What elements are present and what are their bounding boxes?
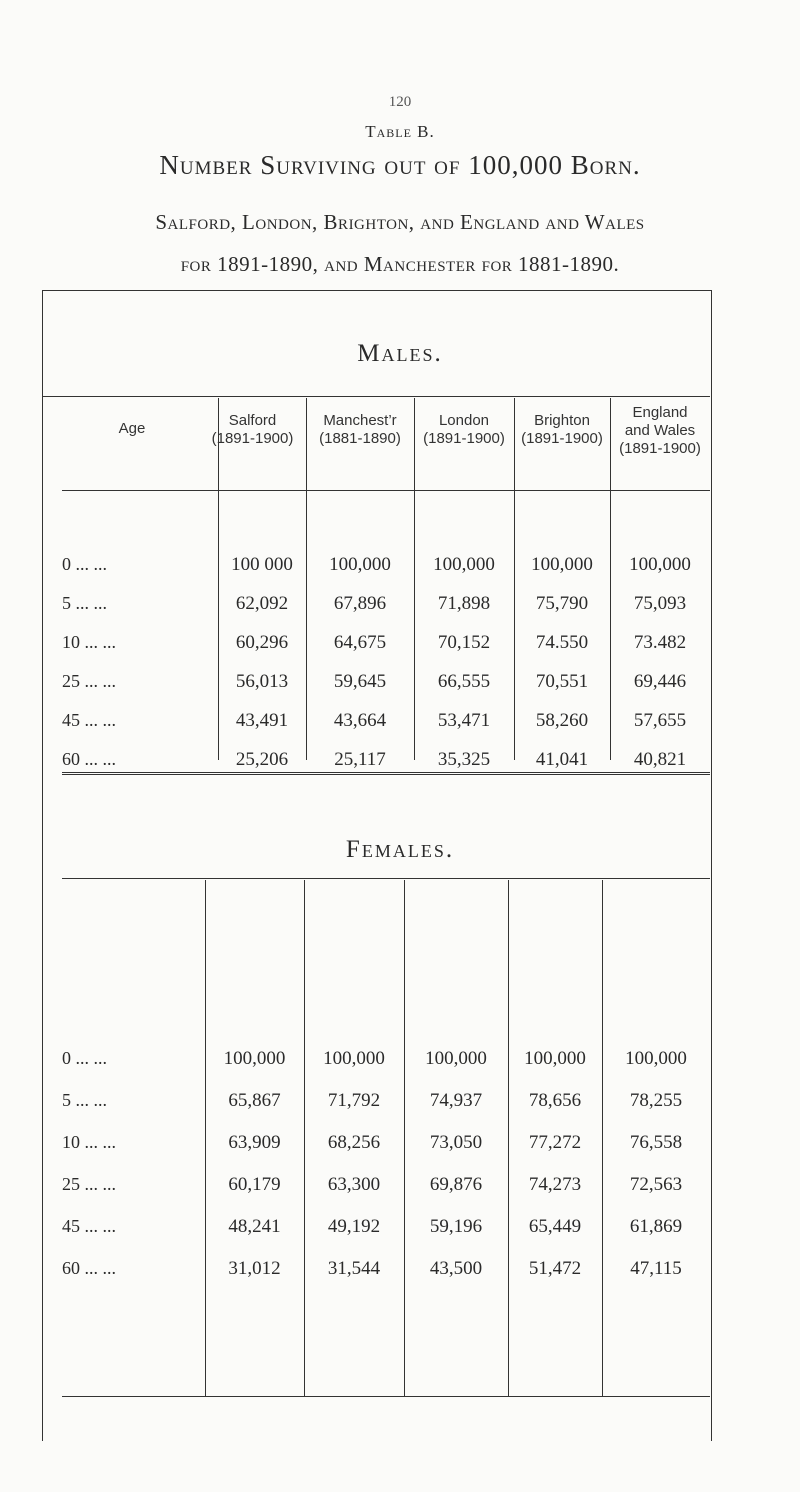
females-age-label: 10 ... ... — [62, 1132, 116, 1152]
males-table-cell: 69,446 — [633, 671, 687, 692]
males-age-label: 45 ... ... — [62, 710, 116, 730]
males-table-cell: 67,896 — [333, 593, 387, 614]
females-table-cell: 59,196 — [429, 1216, 483, 1237]
males-table-cell: 100,000 — [531, 554, 593, 575]
table-title: Number Surviving out of 100,000 Born. — [159, 150, 641, 180]
header-england-name-2: and Wales — [624, 422, 696, 439]
header-manchester — [306, 412, 414, 448]
header-brighton — [514, 412, 610, 448]
males-col-rule-2 — [306, 398, 307, 760]
females-table-cell: 31,012 — [228, 1258, 281, 1279]
males-age-label: 5 ... ... — [62, 593, 107, 613]
header-brighton-years: (1891-1900) — [521, 430, 603, 447]
females-section-title: Females. — [345, 836, 455, 863]
males-age-label: 60 ... ... — [62, 749, 116, 769]
males-table-cell: 58,260 — [535, 710, 589, 731]
header-bottom-rule — [62, 490, 710, 491]
males-table-cell: 25,206 — [235, 749, 289, 770]
males-table-cell: 100,000 — [433, 554, 495, 575]
females-bottom-rule — [62, 1396, 710, 1397]
males-table-cell: 70,551 — [535, 671, 589, 692]
males-table-cell: 60,296 — [235, 632, 289, 653]
females-age-label: 25 ... ... — [62, 1174, 116, 1194]
females-table-cell: 61,869 — [629, 1216, 683, 1237]
males-table-cell: 57,655 — [633, 710, 687, 731]
males-table-cell: 62,092 — [235, 593, 289, 614]
males-age-label: 25 ... ... — [62, 671, 116, 691]
females-table-cell: 73,050 — [429, 1132, 483, 1153]
females-age-label: 60 ... ... — [62, 1258, 116, 1278]
males-table-cell: 40,821 — [633, 749, 687, 770]
females-table-cell: 77,272 — [528, 1132, 582, 1153]
males-table-cell: 100,000 — [329, 554, 391, 575]
females-table-cell: 78,255 — [629, 1090, 683, 1111]
males-table-cell: 75,790 — [535, 593, 589, 614]
females-age-label: 45 ... ... — [62, 1216, 116, 1236]
females-table-cell: 69,876 — [429, 1174, 483, 1195]
males-table-cell: 73.482 — [633, 632, 687, 653]
females-table-cell: 31,544 — [327, 1258, 381, 1279]
females-table-cell: 74,937 — [429, 1090, 483, 1111]
females-table-cell: 63,909 — [228, 1132, 281, 1153]
females-table-cell: 100,000 — [625, 1048, 687, 1069]
header-manchester-name: Manchest’r — [323, 412, 397, 429]
males-table-cell: 64,675 — [333, 632, 387, 653]
females-age-label: 0 ... ... — [62, 1048, 107, 1068]
females-table-cell: 78,656 — [528, 1090, 582, 1111]
header-brighton-name: Brighton — [534, 412, 590, 429]
males-col-rule-1 — [218, 398, 219, 760]
header-london-years: (1891-1900) — [423, 430, 505, 447]
header-salford-years: (1891-1900) — [211, 430, 294, 447]
header-salford-name: Salford — [228, 412, 277, 429]
males-age-label: 10 ... ... — [62, 632, 116, 652]
females-table-cell: 48,241 — [228, 1216, 281, 1237]
header-london-name: London — [438, 412, 490, 429]
males-table-cell: 70,152 — [437, 632, 491, 653]
females-table-cell: 72,563 — [629, 1174, 683, 1195]
males-col-rule-4 — [514, 398, 515, 760]
males-table-cell: 43,664 — [333, 710, 387, 731]
males-table-cell: 25,117 — [334, 749, 386, 770]
header-london — [414, 412, 514, 448]
females-table-cell: 43,500 — [429, 1258, 483, 1279]
females-table-cell: 76,558 — [629, 1132, 683, 1153]
males-section-title: Males. — [357, 340, 443, 367]
females-table-cell: 100,000 — [323, 1048, 385, 1069]
header-age: Age — [118, 420, 146, 437]
header-salford — [200, 412, 305, 448]
males-table-cell: 71,898 — [437, 593, 491, 614]
females-table-cell: 74,273 — [528, 1174, 582, 1195]
males-table-cell: 35,325 — [437, 749, 491, 770]
males-age-label: 0 ... ... — [62, 554, 107, 574]
males-table-cell: 75,093 — [633, 593, 687, 614]
females-table-cell: 60,179 — [228, 1174, 281, 1195]
males-col-rule-3 — [414, 398, 415, 760]
males-table-cell: 53,471 — [437, 710, 491, 731]
header-england-years: (1891-1900) — [619, 440, 701, 457]
females-table-cell: 68,256 — [327, 1132, 381, 1153]
females-table-cell: 63,300 — [327, 1174, 381, 1195]
header-manchester-years: (1881-1890) — [319, 430, 401, 447]
page-number: 120 — [388, 94, 412, 110]
females-table-cell: 100,000 — [223, 1048, 286, 1069]
table-label: Table B. — [365, 122, 435, 141]
females-age-label: 5 ... ... — [62, 1090, 107, 1110]
females-table-cell: 71,792 — [327, 1090, 381, 1111]
males-table-cell: 43,491 — [235, 710, 289, 731]
females-table-cell: 51,472 — [528, 1258, 582, 1279]
females-table-cell: 49,192 — [327, 1216, 381, 1237]
header-top-rule — [42, 396, 710, 397]
table-subtitle-line-2: for 1891-1890, and Manchester for 1881-1890. — [180, 252, 620, 276]
females-table-cell: 47,115 — [630, 1258, 682, 1279]
males-table-cell: 66,555 — [437, 671, 491, 692]
females-table-cell: 100,000 — [524, 1048, 586, 1069]
males-table-cell: 56,013 — [235, 671, 289, 692]
females-table-cell: 65,449 — [528, 1216, 582, 1237]
males-table-cell: 100 000 — [231, 554, 293, 575]
females-table-cell: 100,000 — [425, 1048, 487, 1069]
males-table-cell: 41,041 — [535, 749, 589, 770]
males-bottom-rule — [62, 772, 710, 775]
header-england-name: England — [632, 404, 688, 421]
header-england-wales — [610, 404, 710, 458]
females-table-cell: 65,867 — [228, 1090, 281, 1111]
males-col-rule-5 — [610, 398, 611, 760]
males-table-cell: 59,645 — [333, 671, 387, 692]
males-table-cell: 74.550 — [535, 632, 589, 653]
females-top-rule — [62, 878, 710, 879]
males-table-cell: 100,000 — [629, 554, 691, 575]
table-subtitle-line-1: Salford, London, Brighton, and England and Wales — [155, 210, 645, 234]
